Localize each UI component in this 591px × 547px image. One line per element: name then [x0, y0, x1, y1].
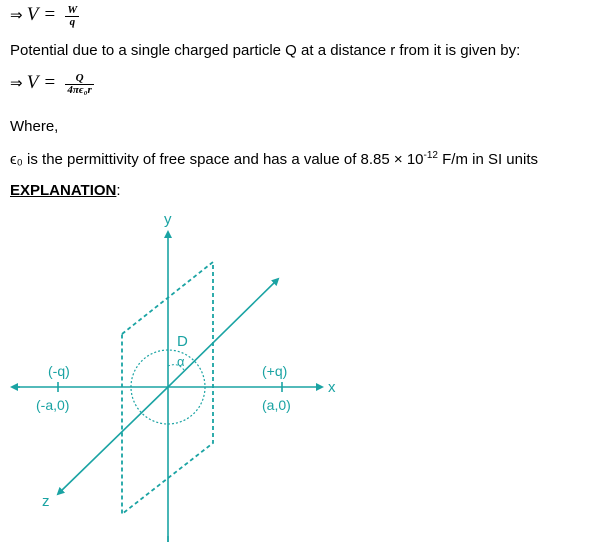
fraction-denominator: q	[65, 16, 79, 28]
permittivity-tail: F/m in SI units	[437, 151, 538, 168]
implies-symbol: ⇒	[10, 6, 23, 24]
equation-lhs: V	[26, 4, 39, 25]
z-axis	[58, 387, 168, 494]
y-axis-label: y	[164, 211, 172, 228]
equals-sign: =	[44, 4, 56, 25]
angle-alpha-label: α	[177, 354, 185, 369]
negative-charge-label: (-q)	[48, 363, 70, 379]
explanation-label: EXPLANATION	[10, 182, 117, 199]
implies-symbol: ⇒	[10, 74, 23, 92]
potential-description: Potential due to a single charged particle Q at a distance r from it is given by:	[10, 42, 521, 59]
fraction-denominator: 4πϵ₀r	[67, 83, 92, 96]
positive-charge-coord: (a,0)	[262, 397, 291, 413]
z-axis-label: z	[42, 493, 50, 510]
point-d-label: D	[177, 333, 188, 350]
permittivity-exponent: -12	[423, 150, 438, 161]
permittivity-text: ϵ₀ is the permittivity of free space and has a value of 8.85 × 10	[10, 151, 424, 168]
positive-charge-label: (+q)	[262, 363, 288, 379]
where-label: Where,	[10, 118, 59, 135]
x-axis-label: x	[328, 379, 336, 396]
equals-sign: =	[44, 72, 56, 93]
fraction-numerator: Q	[75, 71, 84, 84]
fraction-numerator: W	[67, 3, 78, 16]
negative-charge-coord: (-a,0)	[36, 397, 70, 413]
explanation-colon: :	[116, 182, 121, 199]
equation-lhs: V	[26, 72, 39, 93]
